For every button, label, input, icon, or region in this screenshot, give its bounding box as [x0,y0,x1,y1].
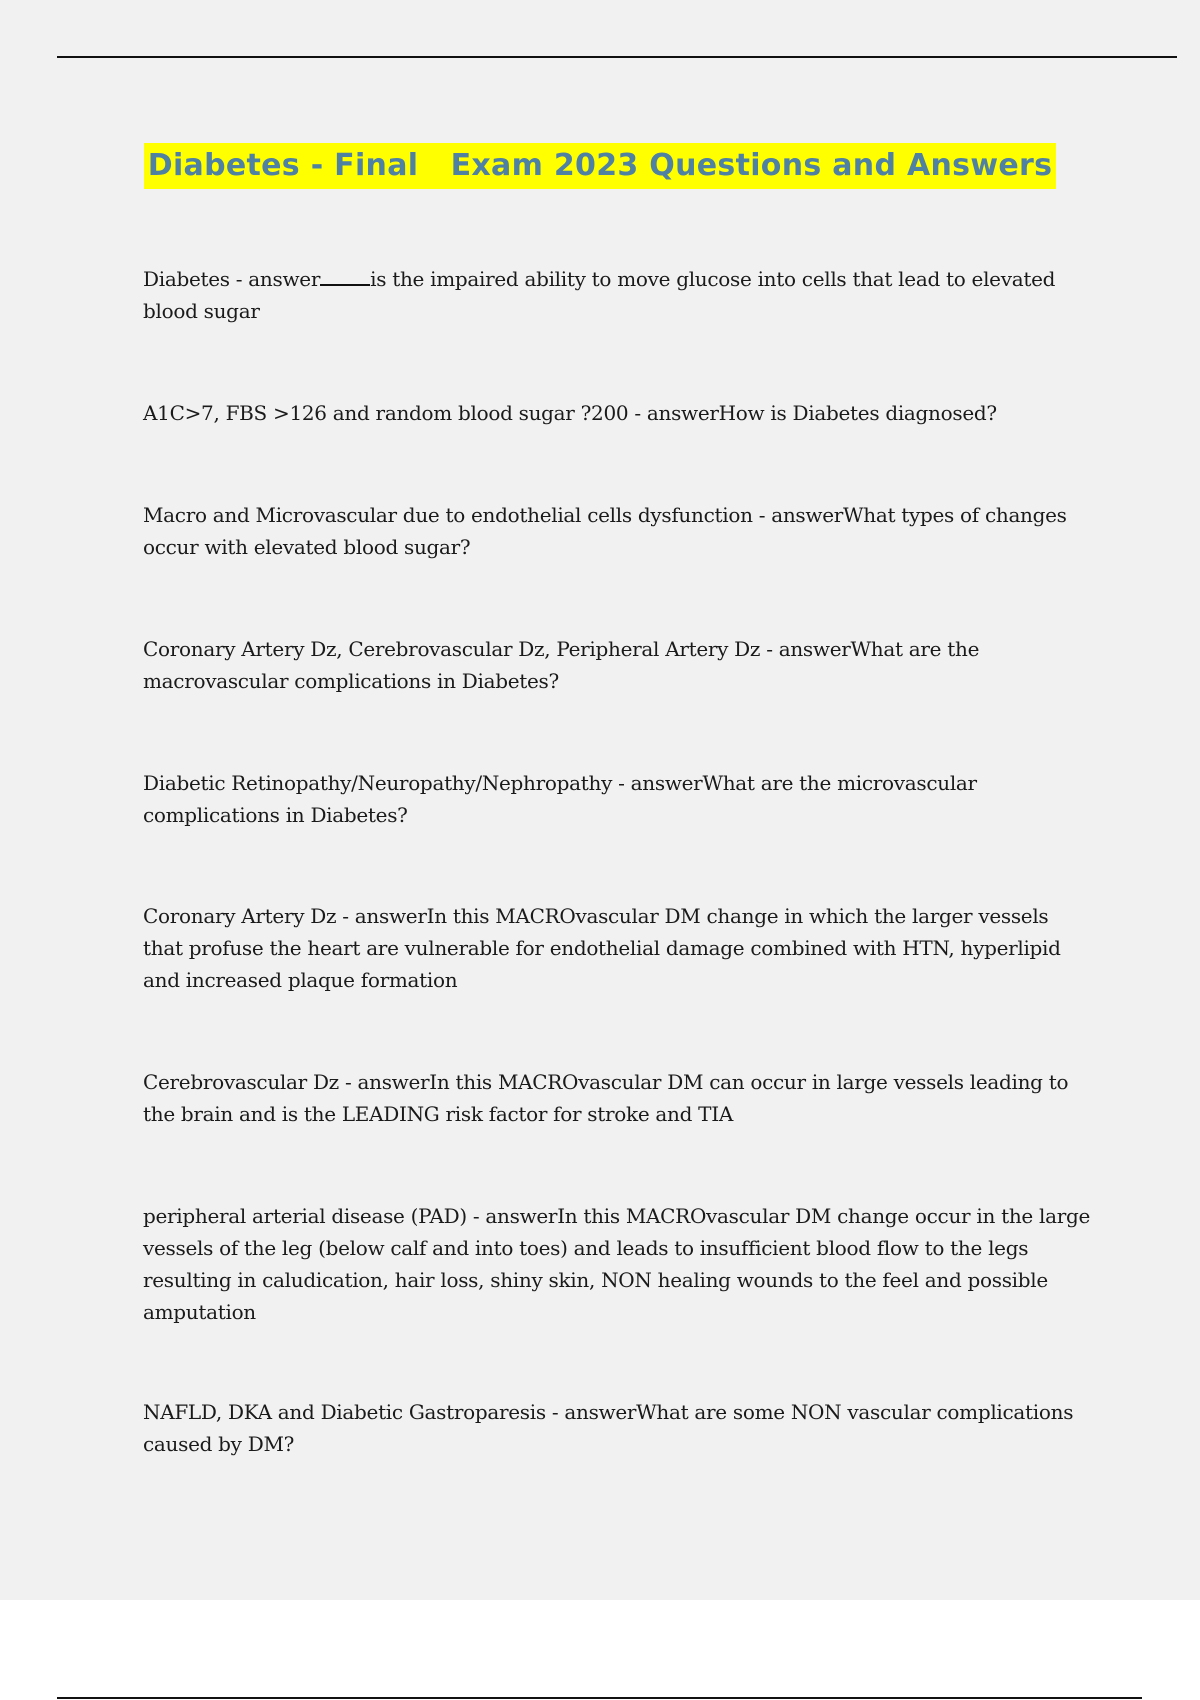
qa-item-1-before: Diabetes - answer [143,267,321,291]
bottom-rule [57,1697,1142,1699]
qa-item-8: peripheral arterial disease (PAD) - answerIn this MACROvascular DM change occur in the large vessels of the leg (below calf and into toes) and leads to insufficient blood flow to the legs resulting in caludication, hair loss, shiny skin, NON healing wounds to the feel and possible amputation [143,1204,1091,1324]
qa-item-5: Diabetic Retinopathy/Neuropathy/Nephropathy - answerWhat are the microvascular complications in Diabetes? [143,771,977,827]
qa-item-1 [143,263,1093,327]
document-title: Diabetes - Final Exam 2023 Questions and Answers [144,143,1056,189]
title-container [0,143,1200,189]
qa-item-2: A1C>7, FBS >126 and random blood sugar ?200 - answerHow is Diabetes diagnosed? [143,401,997,425]
qa-item-7: Cerebrovascular Dz - answerIn this MACROvascular DM can occur in large vessels leading to the brain and is the LEADING risk factor for stroke and TIA [143,1070,1069,1126]
qa-item-6: Coronary Artery Dz - answerIn this MACROvascular DM change in which the larger vessels that profuse the heart are vulnerable for endothelial damage combined with HTN, hyperlipid and increased plaque formation [143,904,1061,992]
qa-item-1-after: is the impaired ability to move glucose into cells that lead to elevated blood sugar [143,267,1056,323]
top-rule [57,56,1177,58]
qa-item-4: Coronary Artery Dz, Cerebrovascular Dz, Peripheral Artery Dz - answerWhat are the macrovascular complications in Diabetes? [143,637,980,693]
qa-item-9: NAFLD, DKA and Diabetic Gastroparesis - answerWhat are some NON vascular complications caused by DM? [143,1400,1074,1456]
qa-item-3: Macro and Microvascular due to endothelial cells dysfunction - answerWhat types of changes occur with elevated blood sugar? [143,503,1067,559]
fill-in-blank [320,266,370,286]
